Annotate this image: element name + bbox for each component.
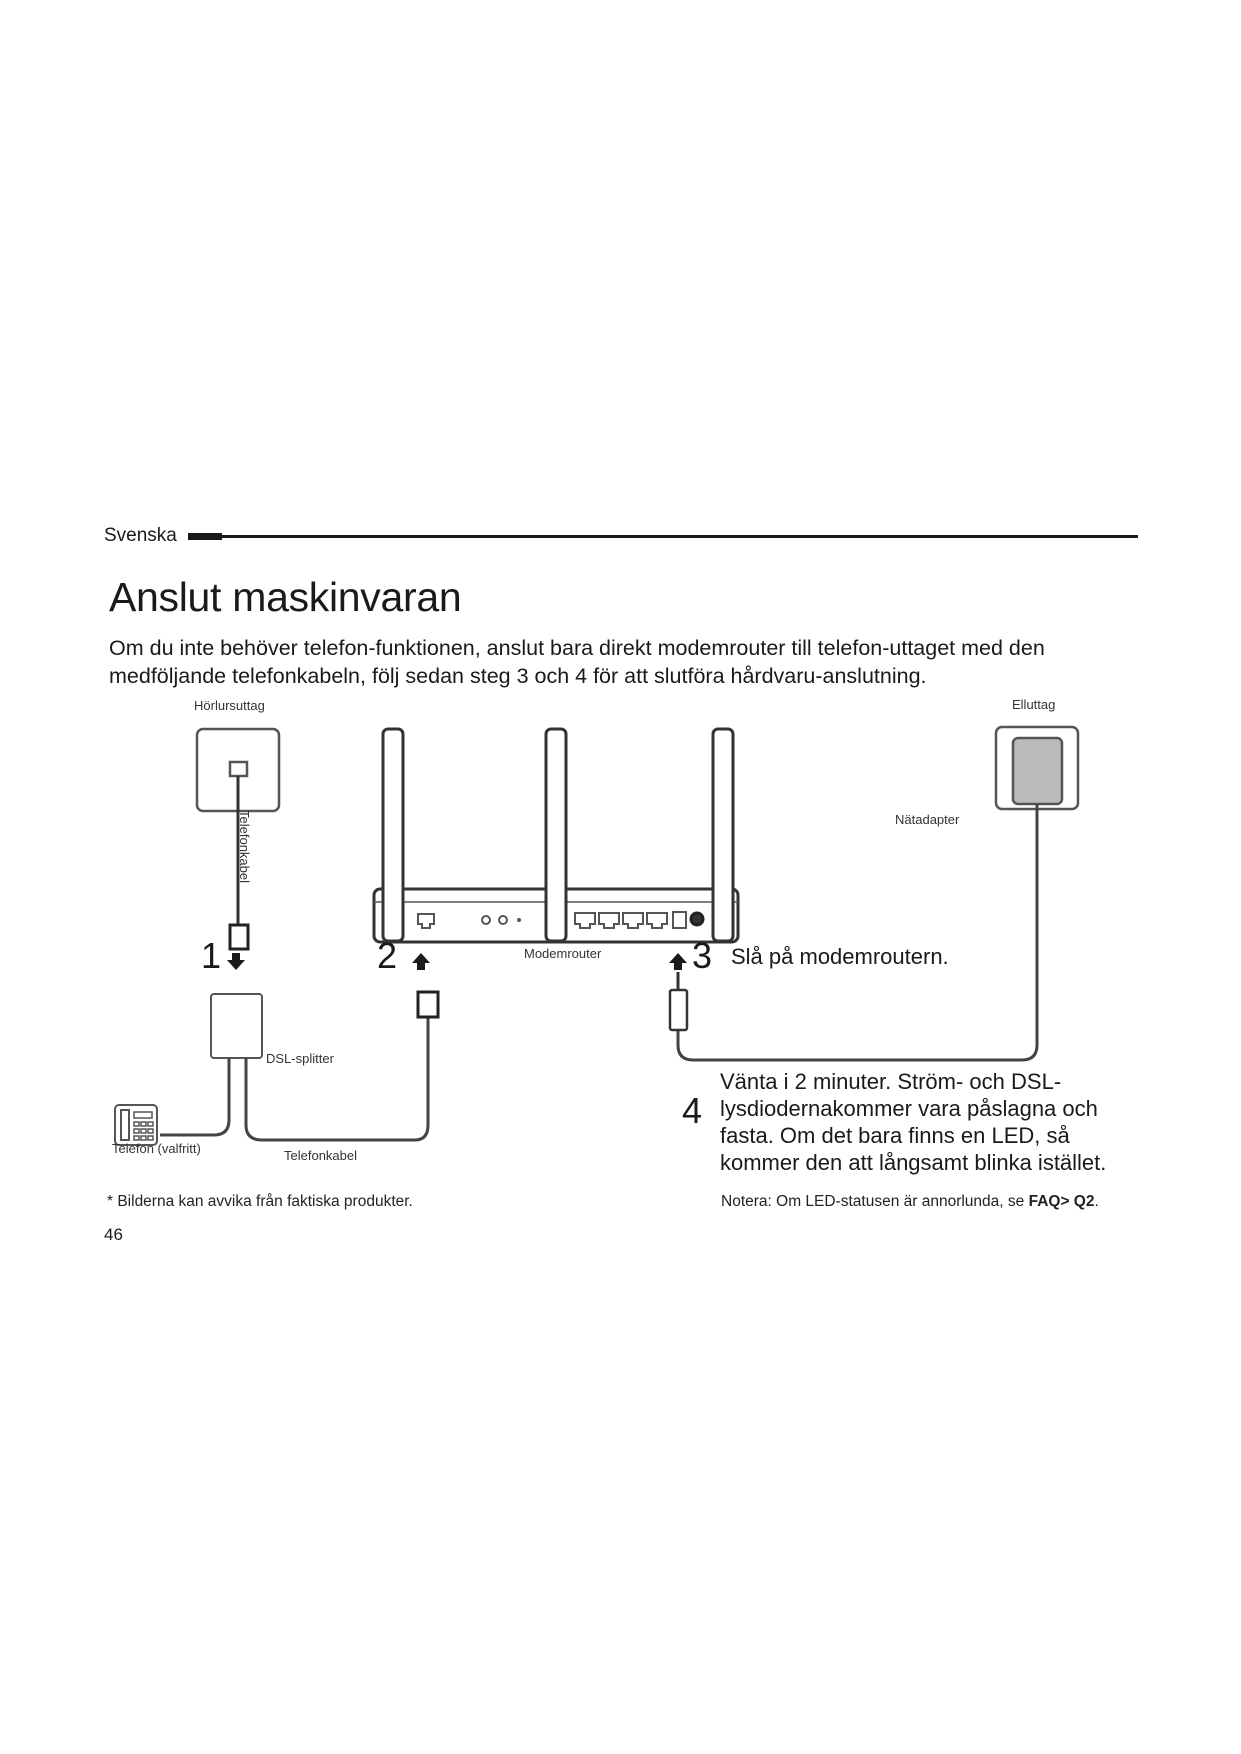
label-power-outlet: Elluttag <box>1012 697 1056 712</box>
step-3-number: 3 <box>692 935 713 976</box>
arrow-up-icon <box>412 953 430 970</box>
power-adapter-icon <box>1013 738 1062 804</box>
step-4-line: fasta. Om det bara finns en LED, så <box>720 1123 1070 1148</box>
intro-paragraph: Om du inte behöver telefon-funktionen, anslut bara direkt modemrouter till telefon-uttaget med den medföljande telefonkabeln, följ sedan steg 3 och 4 för att slutföra hårdvaru-anslutning. <box>109 636 1045 688</box>
step-4-text <box>720 1068 1106 1176</box>
led-note-end: . <box>1094 1193 1099 1210</box>
led-note-text: Notera: Om LED-statusen är annorlunda, se <box>721 1193 1029 1210</box>
step-4-line: Vänta i 2 minuter. Ström- och DSL- <box>720 1069 1062 1094</box>
label-phone-cable-vertical: Telefonkabel <box>237 810 252 883</box>
plug-2-icon <box>418 992 438 1017</box>
step-4-number: 4 <box>682 1090 703 1131</box>
step-4-line: lysdiodernakommer vara påslagna och <box>720 1096 1098 1121</box>
step-4-line: kommer den att långsamt blinka istället. <box>720 1150 1107 1175</box>
antenna-icon <box>546 729 566 941</box>
arrow-up-icon <box>669 953 687 970</box>
power-button-icon <box>691 913 703 925</box>
dsl-splitter-icon <box>211 994 262 1058</box>
page-title: Anslut maskinvaran <box>109 574 462 620</box>
label-modem-router: Modemrouter <box>524 946 602 961</box>
label-headphone-jack: Hörlursuttag <box>194 698 265 713</box>
arrow-down-icon <box>227 953 245 970</box>
power-plug-icon <box>670 990 687 1030</box>
step-3-text: Slå på modemroutern. <box>731 944 949 969</box>
disclaimer: * Bilderna kan avvika från faktiska produkter. <box>107 1193 413 1210</box>
label-dsl-splitter: DSL-splitter <box>266 1051 334 1066</box>
plug-1-icon <box>230 925 248 949</box>
step-2-number: 2 <box>377 935 398 976</box>
antenna-icon <box>383 729 403 941</box>
label-power-adapter: Nätadapter <box>895 812 960 827</box>
label-telephone: Telefon (valfritt) <box>112 1141 201 1156</box>
faq-link[interactable]: FAQ> Q2 <box>1028 1193 1095 1210</box>
label-phone-cable: Telefonkabel <box>284 1148 357 1163</box>
page-number: 46 <box>104 1225 123 1244</box>
antenna-icon <box>713 729 733 941</box>
step-1-number: 1 <box>201 935 222 976</box>
led-note <box>721 1193 1099 1211</box>
language-label: Svenska <box>104 525 177 546</box>
